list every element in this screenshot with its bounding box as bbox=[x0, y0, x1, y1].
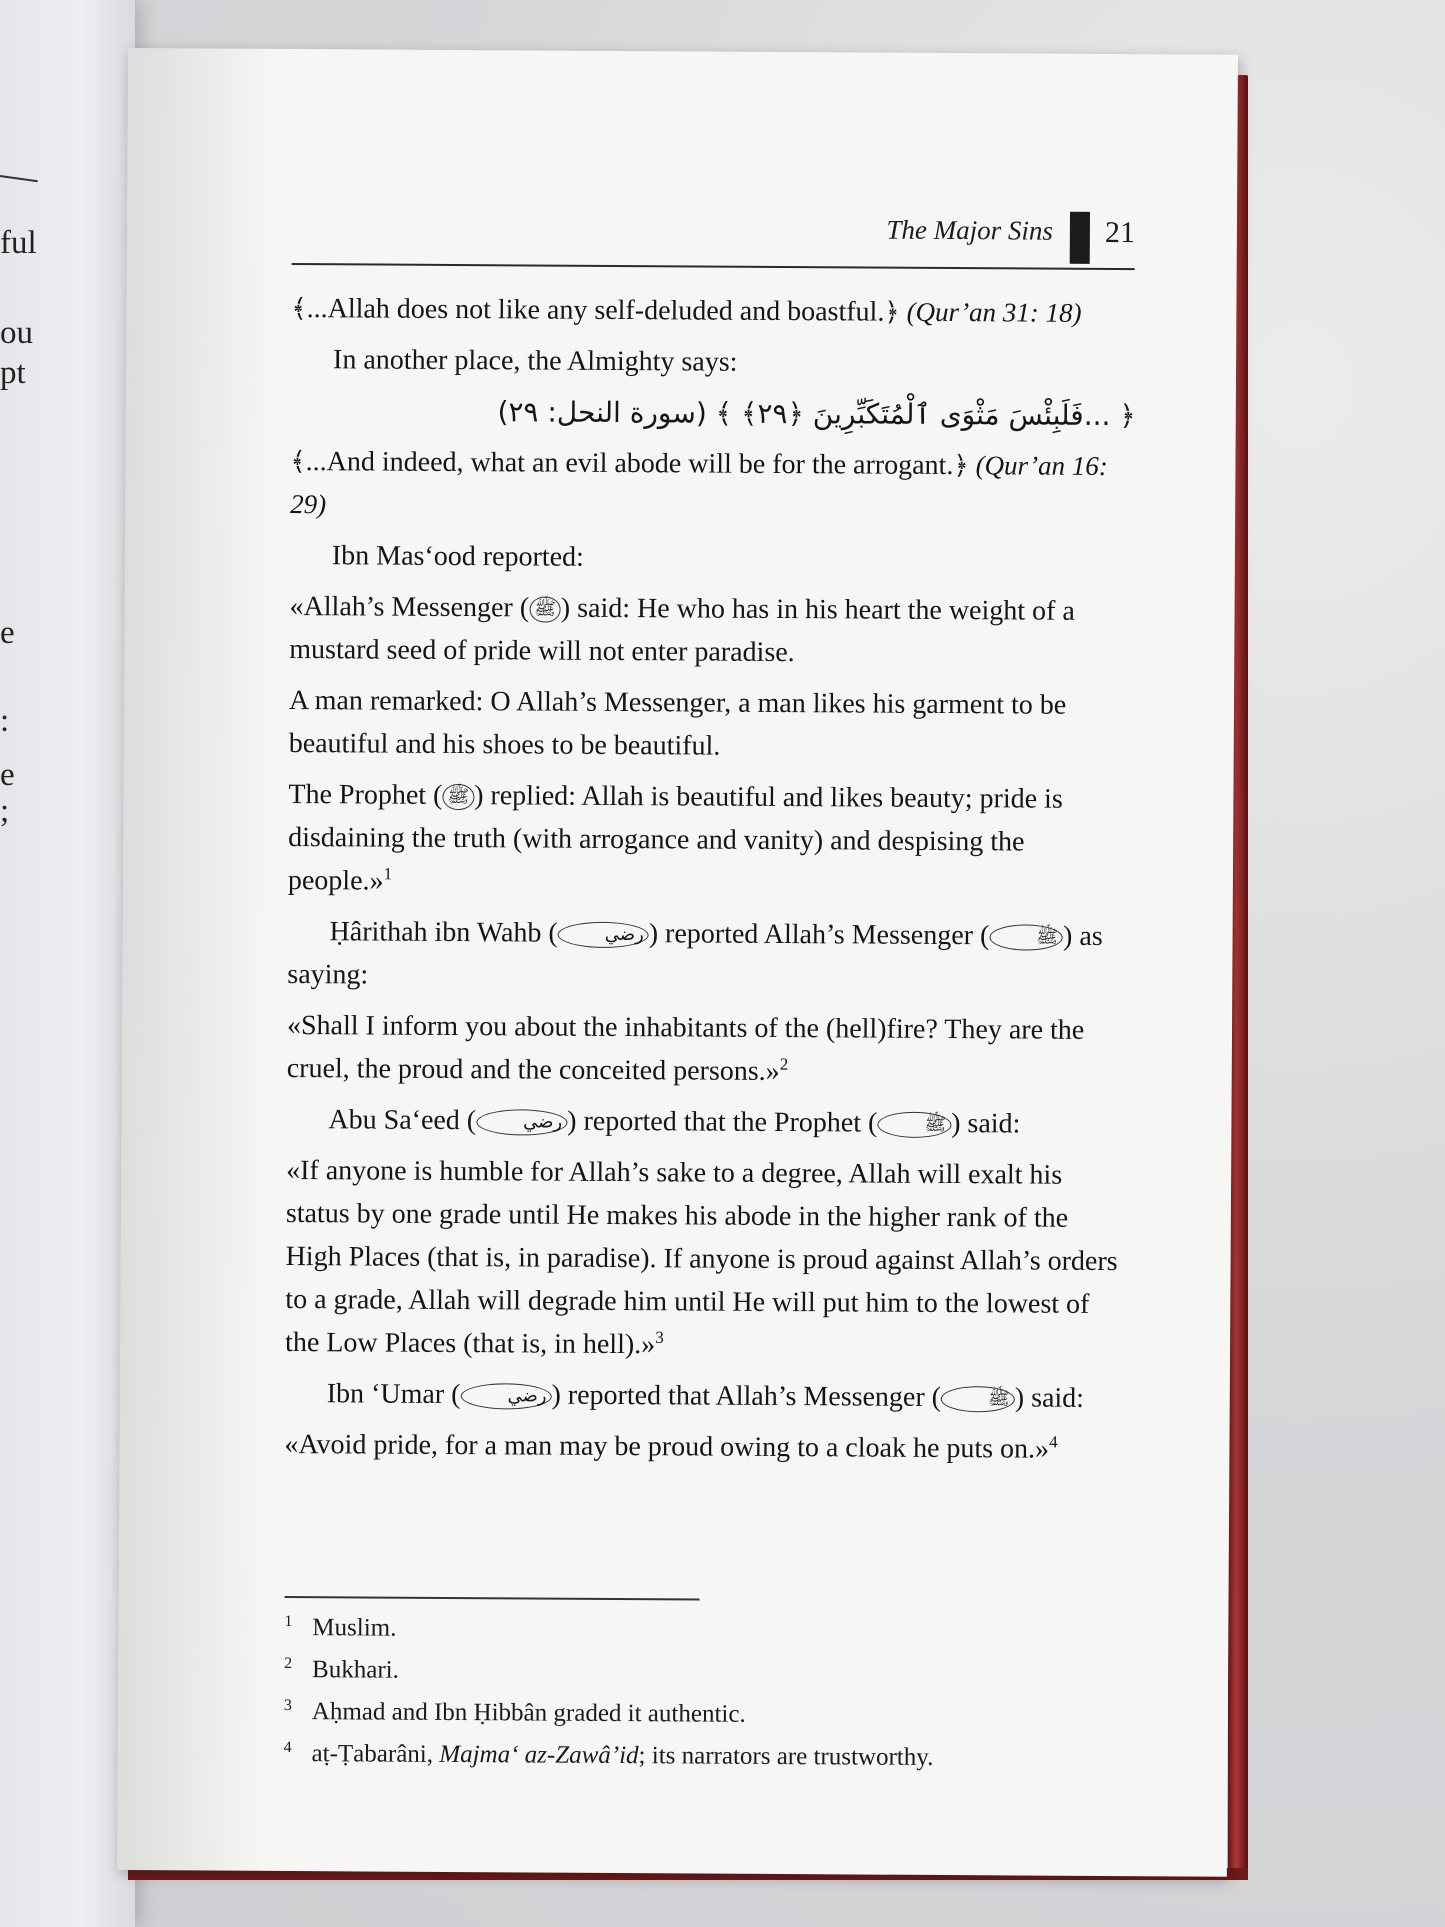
text-run: ) said: bbox=[1014, 1382, 1085, 1414]
text-run: «If anyone is humble for Allah’s sake to a degree, Allah will exalt his status by one grade until He makes his abode in the higher rank of the High Places (that is, in paradise). If anyone is proud against Allah’s orders to a grade, Allah will degrade him until He will put him to the lowest of the Low Places (that is, in hell).» bbox=[285, 1154, 1118, 1361]
footnote-source: Majma‘ az-Zawâ’id bbox=[439, 1740, 639, 1770]
quote-reference: (Qur’an 31: 18) bbox=[906, 296, 1082, 328]
text-run: The Prophet ( bbox=[288, 778, 443, 811]
honorific-prophet-icon: ﷺ bbox=[877, 1112, 951, 1138]
paragraph: In another place, the Almighty says: bbox=[333, 344, 738, 378]
hadith-paragraph: A man remarked: O Allah’s Messenger, a man likes his garment to be beautiful and his shoes to be beautiful. bbox=[288, 684, 1067, 762]
left-text-fragment: : bbox=[0, 703, 10, 739]
footnote-number: 1 bbox=[284, 1612, 293, 1631]
running-title: The Major Sins bbox=[886, 214, 1053, 246]
text-run: Ḥârithah ibn Wahb ( bbox=[329, 916, 558, 949]
page-body bbox=[284, 287, 1136, 1479]
left-text-fragment: ; bbox=[0, 793, 10, 829]
paragraph bbox=[285, 1372, 1130, 1420]
honorific-companion-icon: رضي bbox=[558, 922, 649, 949]
footnote-rule bbox=[285, 1596, 700, 1601]
text-run: «Allah’s Messenger ( bbox=[289, 590, 530, 624]
gutter-shadow bbox=[117, 48, 278, 1871]
header-rule bbox=[292, 263, 1135, 270]
quran-quote-31-18 bbox=[291, 287, 1136, 335]
footnote bbox=[284, 1607, 934, 1653]
quote-open-bracket: ﴾ bbox=[291, 294, 307, 324]
header-marker bbox=[1070, 212, 1090, 264]
text-run: ) replied: Allah is beautiful and likes beauty; pride is disdaining the truth (with arrogance and vanity) and despising the people.» bbox=[287, 780, 1063, 897]
footnote bbox=[283, 1733, 933, 1779]
left-text-fragment: pt bbox=[0, 355, 26, 391]
hadith-paragraph bbox=[284, 1423, 1129, 1471]
text-run: ) said: bbox=[951, 1108, 1021, 1140]
honorific-prophet-icon: ﷺ bbox=[989, 924, 1063, 950]
left-facing-page bbox=[0, 0, 135, 1927]
footnote bbox=[284, 1691, 934, 1737]
quran-quote-16-29 bbox=[290, 440, 1136, 531]
text-run: ) reported that the Prophet ( bbox=[567, 1105, 878, 1139]
quote-text: ...Allah does not like any self-deluded and boastful. bbox=[306, 293, 885, 328]
honorific-prophet-icon: ﷺ bbox=[941, 1386, 1015, 1412]
hadith-paragraph bbox=[289, 585, 1135, 676]
footnote-text: Aḥmad and Ibn Ḥibbân graded it authentic. bbox=[311, 1698, 746, 1728]
text-run: ) as saying: bbox=[287, 920, 1103, 991]
footnote-text: aṭ-Ṭabarâni, bbox=[311, 1740, 440, 1768]
paragraph bbox=[286, 1098, 1131, 1146]
left-text-fragment: ou bbox=[0, 315, 33, 351]
honorific-companion-icon: رضي bbox=[460, 1383, 551, 1410]
footnote-text: Muslim. bbox=[312, 1614, 397, 1642]
text-run: Abu Sa‘eed ( bbox=[328, 1104, 477, 1137]
footnotes bbox=[283, 1607, 934, 1779]
left-page-rule bbox=[0, 175, 38, 182]
book-page bbox=[117, 48, 1238, 1877]
text-run: Ibn ‘Umar ( bbox=[326, 1378, 461, 1411]
text-run: ) reported Allah’s Messenger ( bbox=[648, 918, 990, 952]
honorific-prophet-icon: ﷺ bbox=[442, 784, 474, 810]
left-text-fragment: e bbox=[0, 757, 15, 793]
hadith-paragraph bbox=[287, 1004, 1133, 1095]
paragraph: Ibn Mas‘ood reported: bbox=[331, 540, 584, 573]
footnote-marker: 3 bbox=[655, 1327, 664, 1347]
quote-reference: (Qur’an 16: 29) bbox=[290, 450, 1108, 520]
text-run: «Shall I inform you about the inhabitants of the (hell)fire? They are the cruel, the proud and the conceited persons.» bbox=[286, 1009, 1085, 1087]
footnote-number: 4 bbox=[283, 1738, 292, 1757]
hadith-paragraph bbox=[285, 1149, 1131, 1369]
quote-text: ...And indeed, what an evil abode will be for the arrogant. bbox=[305, 446, 954, 482]
left-text-fragment: e bbox=[0, 615, 15, 651]
honorific-prophet-icon: ﷺ bbox=[529, 596, 561, 622]
text-run: «Avoid pride, for a man may be proud owing to a cloak he puts on.» bbox=[284, 1428, 1050, 1465]
footnote-marker: 4 bbox=[1049, 1432, 1058, 1452]
footnote-marker: 2 bbox=[779, 1054, 789, 1074]
left-text-fragment: ful bbox=[0, 225, 37, 261]
arabic-verse: ﴿ ...فَلَبِئْسَ مَثْوَى ٱلْمُتَكَبِّرِينَ ﴿٢٩﴾ ﴾ (سورة النحل: ٢٩) bbox=[497, 395, 1136, 433]
footnote-text: Bukhari. bbox=[312, 1656, 399, 1684]
footnote-number: 3 bbox=[283, 1696, 292, 1715]
honorific-companion-icon: رضي bbox=[476, 1109, 567, 1136]
quote-close-bracket: ﴿ bbox=[953, 451, 969, 481]
footnote-marker: 1 bbox=[383, 864, 393, 884]
footnote-text: ; its narrators are trustworthy. bbox=[638, 1742, 934, 1771]
footnote-number: 2 bbox=[284, 1654, 293, 1673]
page-number: 21 bbox=[1104, 215, 1135, 250]
text-run: ) said: He who has in his heart the weight of a mustard seed of pride will not enter paradise. bbox=[289, 592, 1075, 669]
hadith-paragraph bbox=[288, 773, 1134, 907]
quote-close-bracket: ﴿ bbox=[884, 297, 900, 327]
text-run: ) reported that Allah’s Messenger ( bbox=[551, 1379, 942, 1413]
footnote bbox=[284, 1649, 934, 1695]
quote-open-bracket: ﴾ bbox=[290, 447, 306, 477]
paragraph bbox=[287, 910, 1133, 1001]
